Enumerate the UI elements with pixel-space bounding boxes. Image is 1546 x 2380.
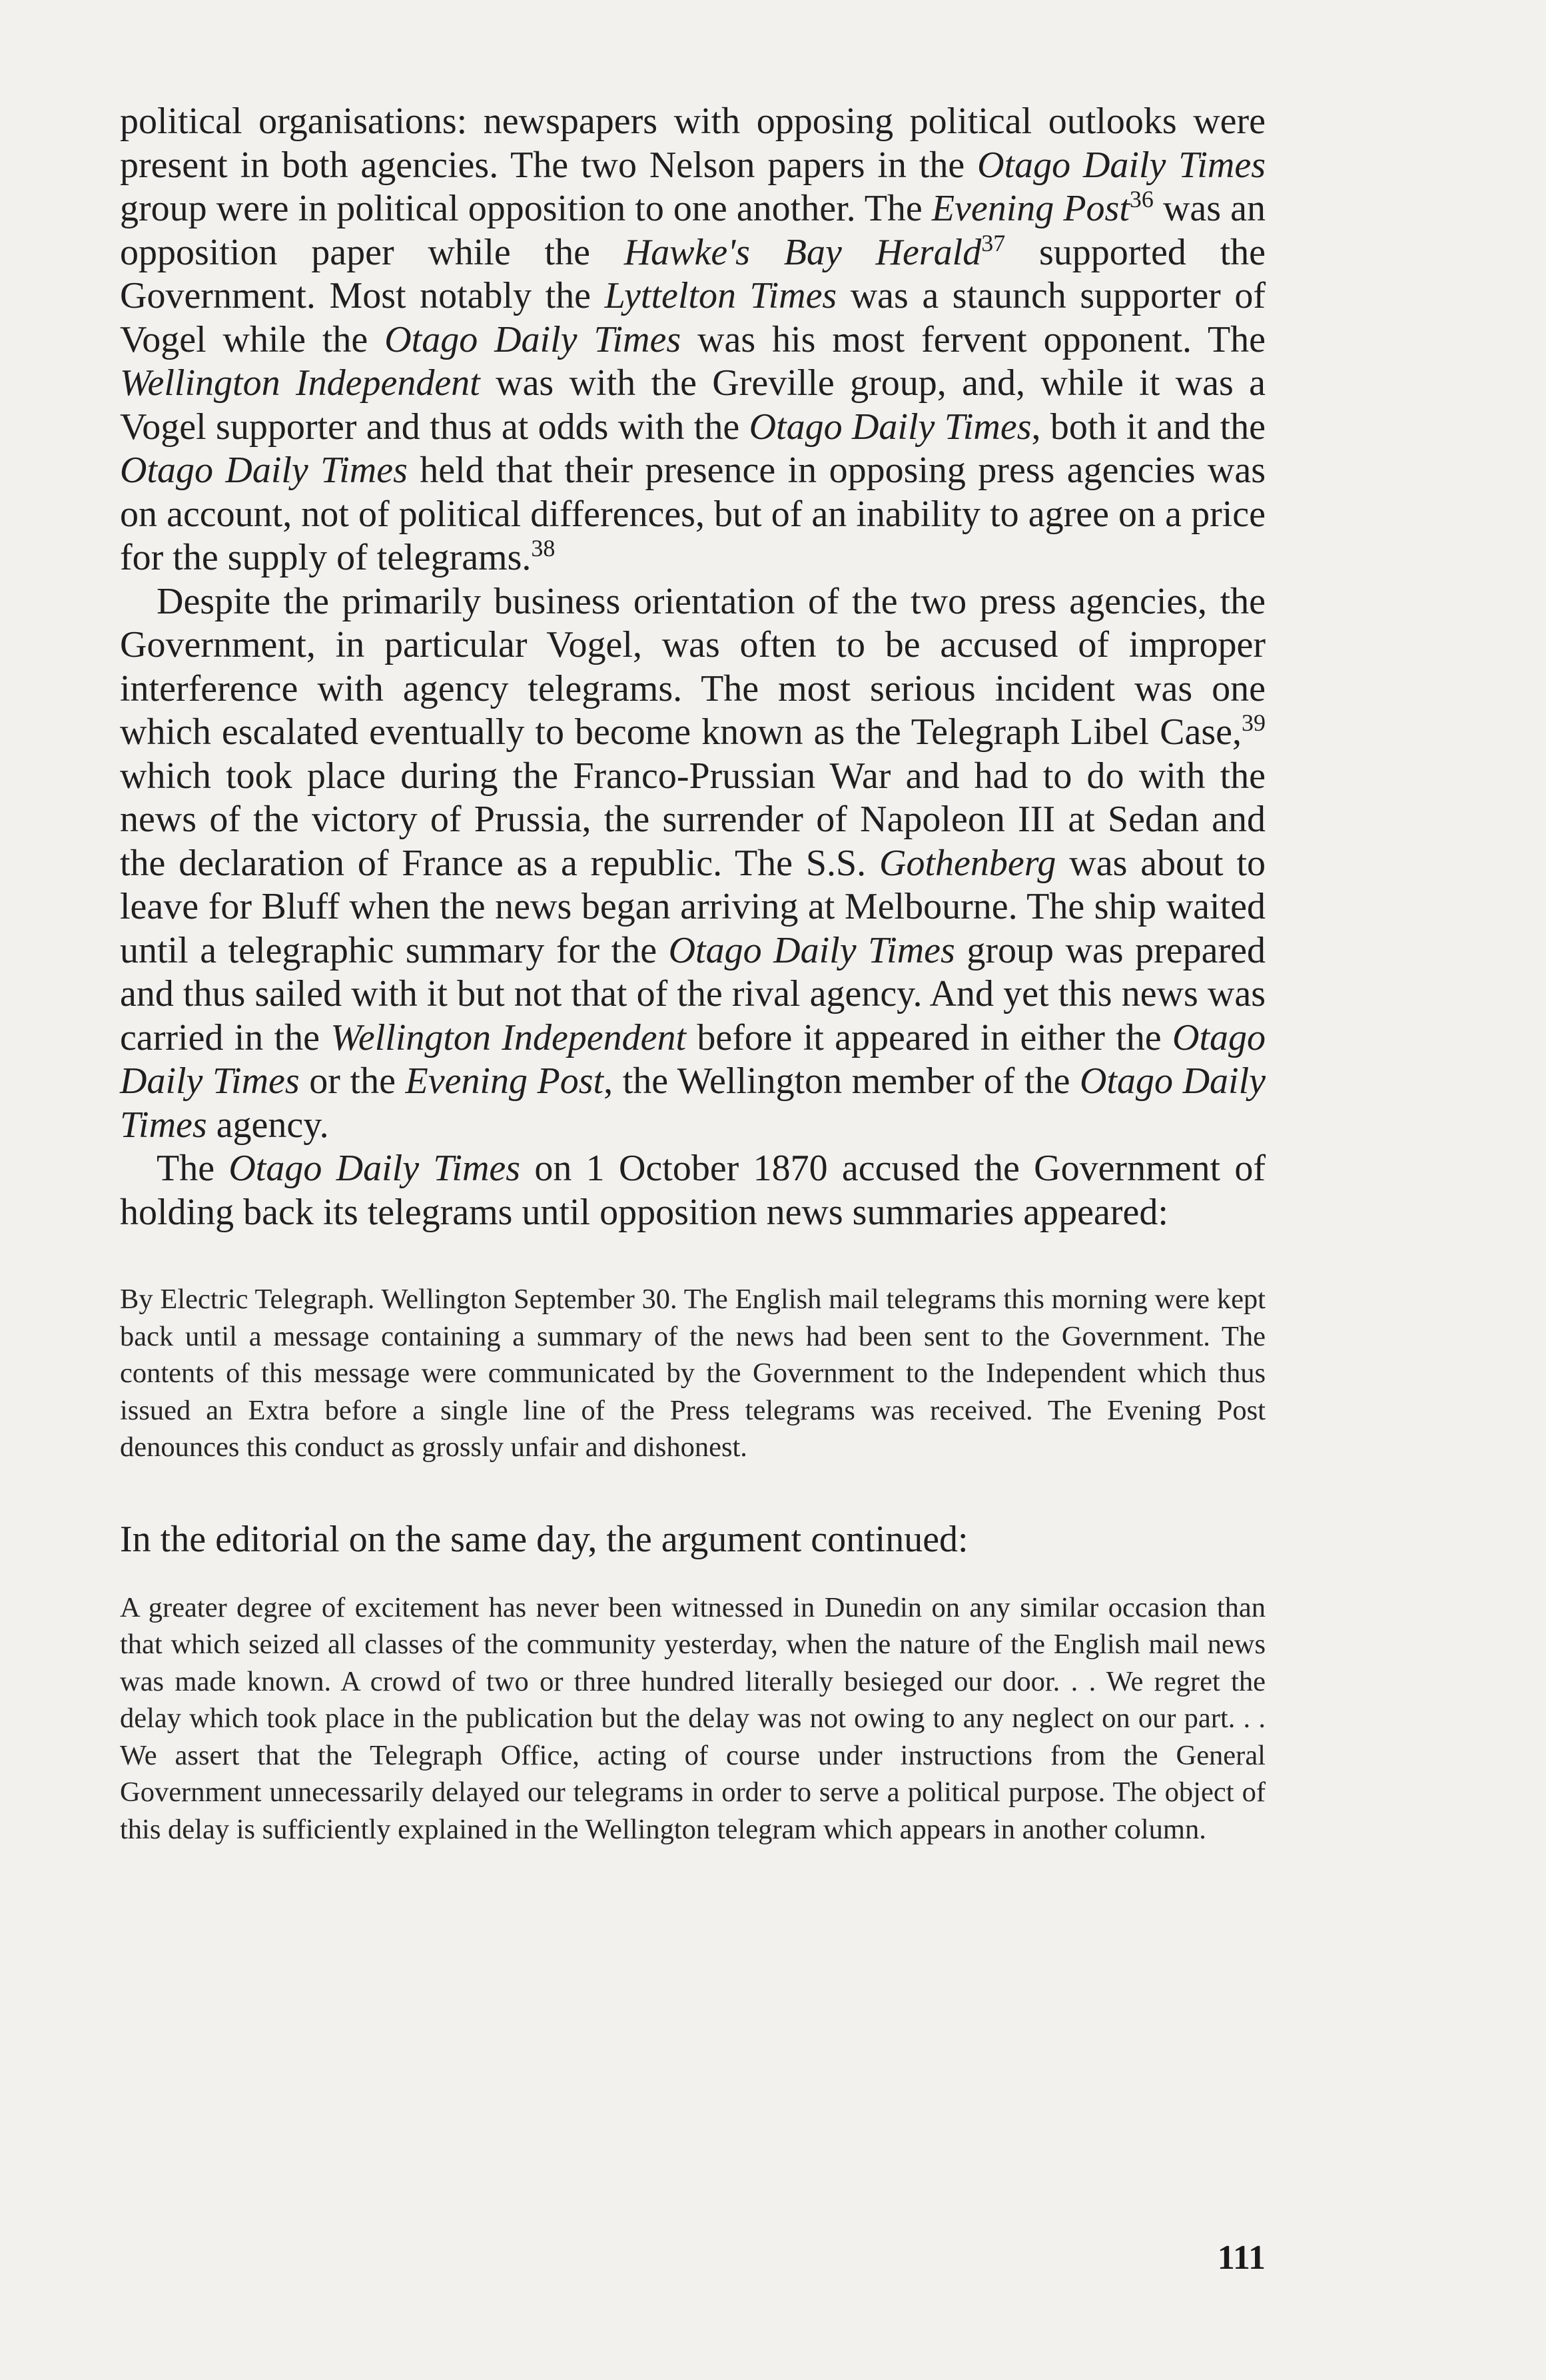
italic-title: Wellington Independent [120,362,480,404]
italic-title: Lyttelton Times [604,275,837,316]
page-content [120,100,1266,1848]
text-run: , both it and the [1031,406,1266,448]
text-run: or the [299,1060,406,1102]
footnote-ref: 36 [1129,186,1154,213]
italic-title: Evening Post [405,1060,604,1102]
paragraph-3 [120,1147,1266,1234]
text-run: The [157,1148,229,1189]
text-run: group were in political opposition to one another. The [120,188,932,229]
italic-title: Otago Daily Times [120,1016,1266,1102]
text-run: Despite the primarily business orientation of the two press agencies, the Government, in particular Vogel, was often to be accused of improper interference with agency telegrams. The most serious incident was one which escalated eventually to become known as the Telegraph Libel Case, [120,580,1266,753]
italic-title: Otago Daily Times [120,450,408,491]
italic-title: Evening Post [931,188,1130,229]
italic-title: Otago Daily Times [120,1060,1266,1146]
block-quote-telegram: By Electric Telegraph. Wellington September 30. The English mail telegrams this morning were kept back until a message containing a summary of the news had been sent to the Government. The contents of this message were communicated by the Government to the Independent which thus issued an Extra before a single line of the Press telegrams was received. The Evening Post denounces this conduct as grossly unfair and dishonest. [120,1284,1266,1463]
italic-title: Otago Daily Times [977,144,1266,186]
page-number: 111 [1217,2239,1266,2277]
italic-title: Otago Daily Times [384,318,681,360]
text-run: , the Wellington member of the [603,1060,1080,1102]
italic-title: Otago Daily Times [228,1148,521,1189]
text-run: before it appeared in either the [686,1016,1172,1058]
italic-title: Hawke's Bay Herald [623,231,982,273]
footnote-ref: 37 [981,229,1006,256]
text-run: supported the Government. Most notably the [120,231,1266,316]
italic-title: Otago Daily Times [668,929,955,971]
paragraph-1 [120,100,1266,580]
block-quote-editorial: A greater degree of excitement has never been witnessed in Dunedin on any similar occasion than that which seized all classes of the community yesterday, when the nature of the English mail news was made known. A crowd of two or three hundred literally besieged our door. . . We regret the delay which took place in the publication but the delay was not owing to any neglect on our part. . . We assert that the Telegraph Office, acting of course under instructions from the General Government unnecessarily delayed our telegrams in order to serve a political purpose. The object of this delay is sufficiently explained in the Wellington telegram which appears in another column. [120,1591,1266,1845]
paragraph-2 [120,580,1266,1148]
text-run: on 1 October 1870 accused the Government of holding back its telegrams until opposition news summaries appeared: [120,1148,1266,1233]
editorial-lead-in: In the editorial on the same day, the argument continued: [120,1518,968,1560]
text-run: was his most fervent opponent. The [681,318,1266,360]
italic-title: Gothenberg [879,842,1056,884]
text-run: agency. [206,1104,329,1146]
italic-title: Otago Daily Times [749,406,1032,448]
footnote-ref: 39 [1242,709,1266,737]
text-run: was a staunch supporter of Vogel while the [120,275,1266,360]
text-run: held that their presence in opposing press agencies was on account, not of political differences, but of an inability to agree on a price for the supply of telegrams. [120,450,1266,578]
italic-title: Wellington Independent [330,1016,687,1058]
text-run: which took place during the Franco-Prussian War and had to do with the news of the victory of Prussia, the surrender of Napoleon III at Sedan and the declaration of France as a republic. The S.S. [120,755,1266,884]
text-run: was with the Greville group, and, while it was a Vogel supporter and thus at odds with the [120,362,1266,448]
text-run: group was prepared and thus sailed with it but not that of the rival agency. And yet this news was carried in the [120,929,1266,1058]
text-run: political organisations: newspapers with opposing political outlooks were present in both agencies. The two Nelson papers in the [120,101,1266,186]
text-run: was about to leave for Bluff when the news began arriving at Melbourne. The ship waited until a telegraphic summary for the [120,842,1266,971]
text-run: was an opposition paper while the [120,188,1266,273]
footnote-ref: 38 [531,535,556,562]
